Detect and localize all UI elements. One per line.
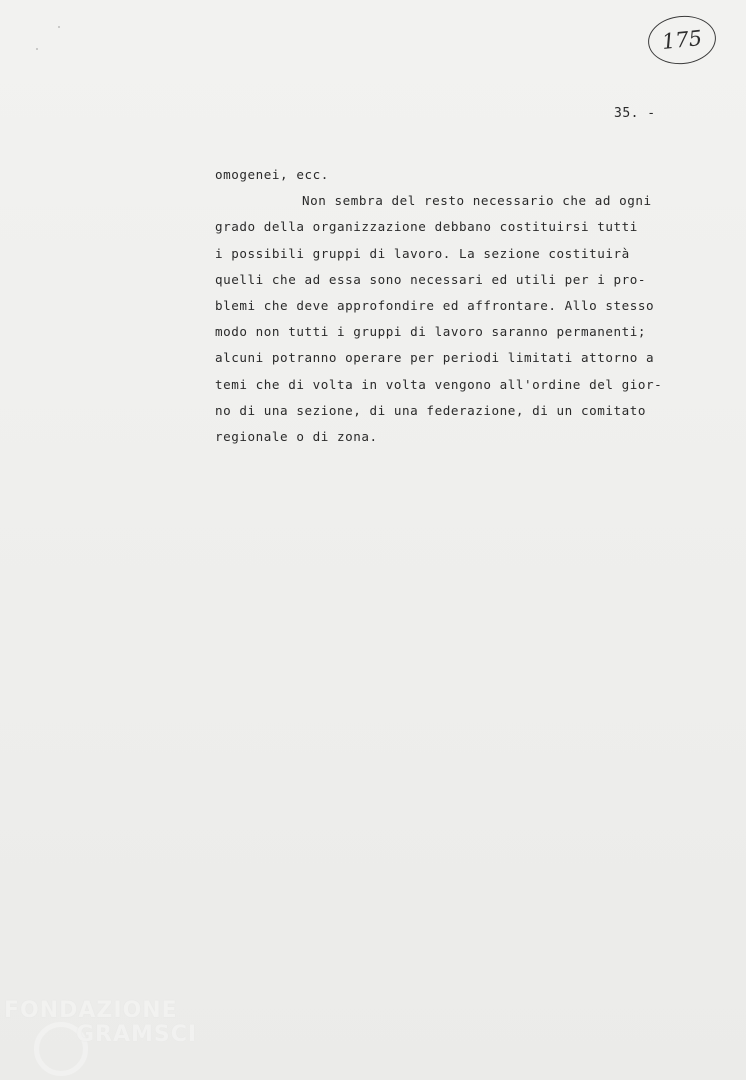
text-line: regionale o di zona. <box>215 428 378 444</box>
text-line: omogenei, ecc. <box>215 167 329 182</box>
archive-number-stamp: 175 <box>646 13 719 68</box>
page-number: 35. - <box>614 106 656 121</box>
text-line: i possibili gruppi di lavoro. La sezione costituirà <box>215 245 630 261</box>
text-line: blemi che deve approfondire ed affrontare. Allo stesso <box>215 297 655 313</box>
text-line: modo non tutti i gruppi di lavoro saranno permanenti; <box>215 324 646 340</box>
text-line: grado della organizzazione debbano costituirsi tutti <box>215 219 638 235</box>
text-line: Non sembra del resto necessario che ad ogni <box>302 193 652 209</box>
foundation-watermark <box>4 996 198 1080</box>
watermark-line1: FONDAZIONE <box>4 998 178 1023</box>
text-line: alcuni potranno operare per periodi limitati attorno a <box>215 350 655 366</box>
body-paragraph <box>215 162 715 450</box>
watermark-line2: GRAMSCI <box>76 1022 198 1047</box>
text-line: no di una sezione, di una federazione, di un comitato <box>215 402 646 418</box>
paper-speck <box>58 26 60 28</box>
text-line: temi che di volta in volta vengono all'ordine del gior- <box>215 376 663 392</box>
text-line: quelli che ad essa sono necessari ed utili per i pro- <box>215 271 646 287</box>
paper-speck <box>36 48 38 50</box>
